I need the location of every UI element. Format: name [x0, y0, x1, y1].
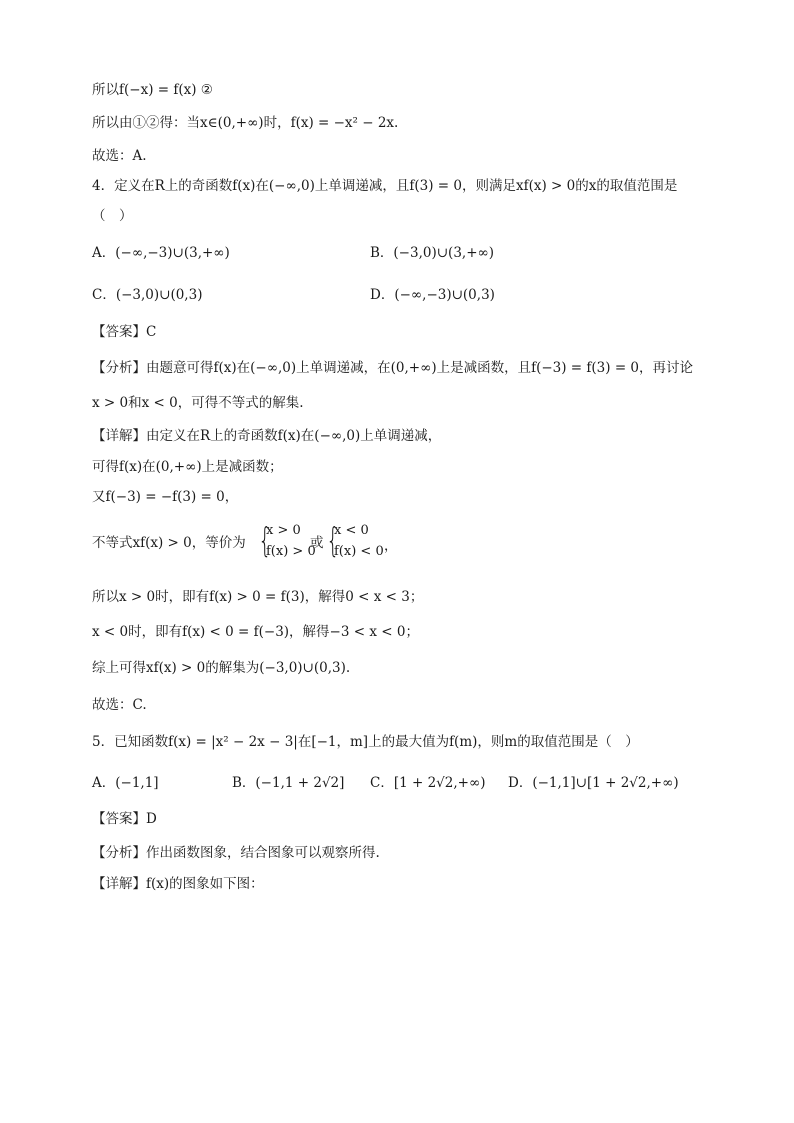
q4-detail-3: 又f(−3) = −f(3) = 0，	[92, 489, 239, 505]
q5-answer: 【答案】D	[92, 811, 157, 827]
left-brace-2: {	[326, 521, 340, 561]
q4-option-b: B．(−3,0)∪(3,+∞)	[370, 245, 495, 261]
q4-option-c: C．(−3,0)∪(0,3)	[92, 287, 203, 303]
q5-analysis: 【分析】作出函数图象，结合图象可以观察所得.	[92, 845, 380, 861]
q5-option-b: B．(−1,1 + 2√2]	[232, 775, 345, 791]
q5-stem: 5．已知函数f(x) = |x² − 2x − 3|在[−1，m]上的最大值为f(m)，则m的取值范围是（ ）	[92, 734, 639, 750]
q4-option-d: D．(−∞,−3)∪(0,3)	[370, 287, 495, 303]
q4-detail-6: x < 0时，即有f(x) < 0 = f(−3)，解得−3 < x < 0；	[92, 624, 419, 640]
q4-option-a: A．(−∞,−3)∪(3,+∞)	[92, 245, 230, 261]
q4-detail-4-or: 或	[310, 535, 324, 551]
q4-stem: 4．定义在R上的奇函数f(x)在(−∞,0)上单调递减，且f(3) = 0，则满足xf(x) > 0的x的取值范围是	[92, 178, 678, 194]
q5-detail-1: 【详解】f(x)的图象如下图：	[92, 876, 264, 892]
text-line-1: 所以f(−x) = f(x) ②	[92, 82, 213, 98]
left-brace-1: {	[258, 521, 272, 561]
q4-detail-5: 所以x > 0时，即有f(x) > 0 = f(3)，解得0 < x < 3；	[92, 589, 424, 605]
system-1-row-b: f(x) > 0	[266, 544, 316, 559]
q4-answer: 【答案】C	[92, 324, 157, 340]
q4-paren: （ ）	[92, 208, 133, 224]
q4-detail-1: 【详解】由定义在R上的奇函数f(x)在(−∞,0)上单调递减，	[92, 428, 442, 444]
system-2-row-b: f(x) < 0	[334, 544, 384, 559]
q4-analysis-1: 【分析】由题意可得f(x)在(−∞,0)上单调递减，在(0,+∞)上是减函数，且f(−3) = f(3) = 0，再讨论	[92, 360, 694, 376]
text-line-2: 所以由①②得：当x∈(0,+∞)时，f(x) = −x² − 2x.	[92, 115, 399, 131]
q5-option-a: A．(−1,1]	[92, 775, 159, 791]
q4-detail-2: 可得f(x)在(0,+∞)上是减函数；	[92, 459, 283, 475]
q4-detail-8: 故选：C.	[92, 697, 147, 713]
q5-option-c: C．[1 + 2√2,+∞)	[370, 775, 486, 791]
q4-detail-7: 综上可得xf(x) > 0的解集为(−3,0)∪(0,3).	[92, 660, 351, 676]
text-line-3: 故选：A.	[92, 148, 147, 164]
q4-analysis-2: x > 0和x < 0，可得不等式的解集.	[92, 395, 304, 411]
system-1-row-a: x > 0	[266, 523, 301, 538]
system-2-row-a: x < 0	[334, 523, 369, 538]
q5-option-d: D．(−1,1]∪[1 + 2√2,+∞)	[508, 775, 679, 791]
q4-detail-4-end: ，	[384, 538, 398, 554]
q4-detail-4-prefix: 不等式xf(x) > 0，等价为	[92, 535, 246, 551]
